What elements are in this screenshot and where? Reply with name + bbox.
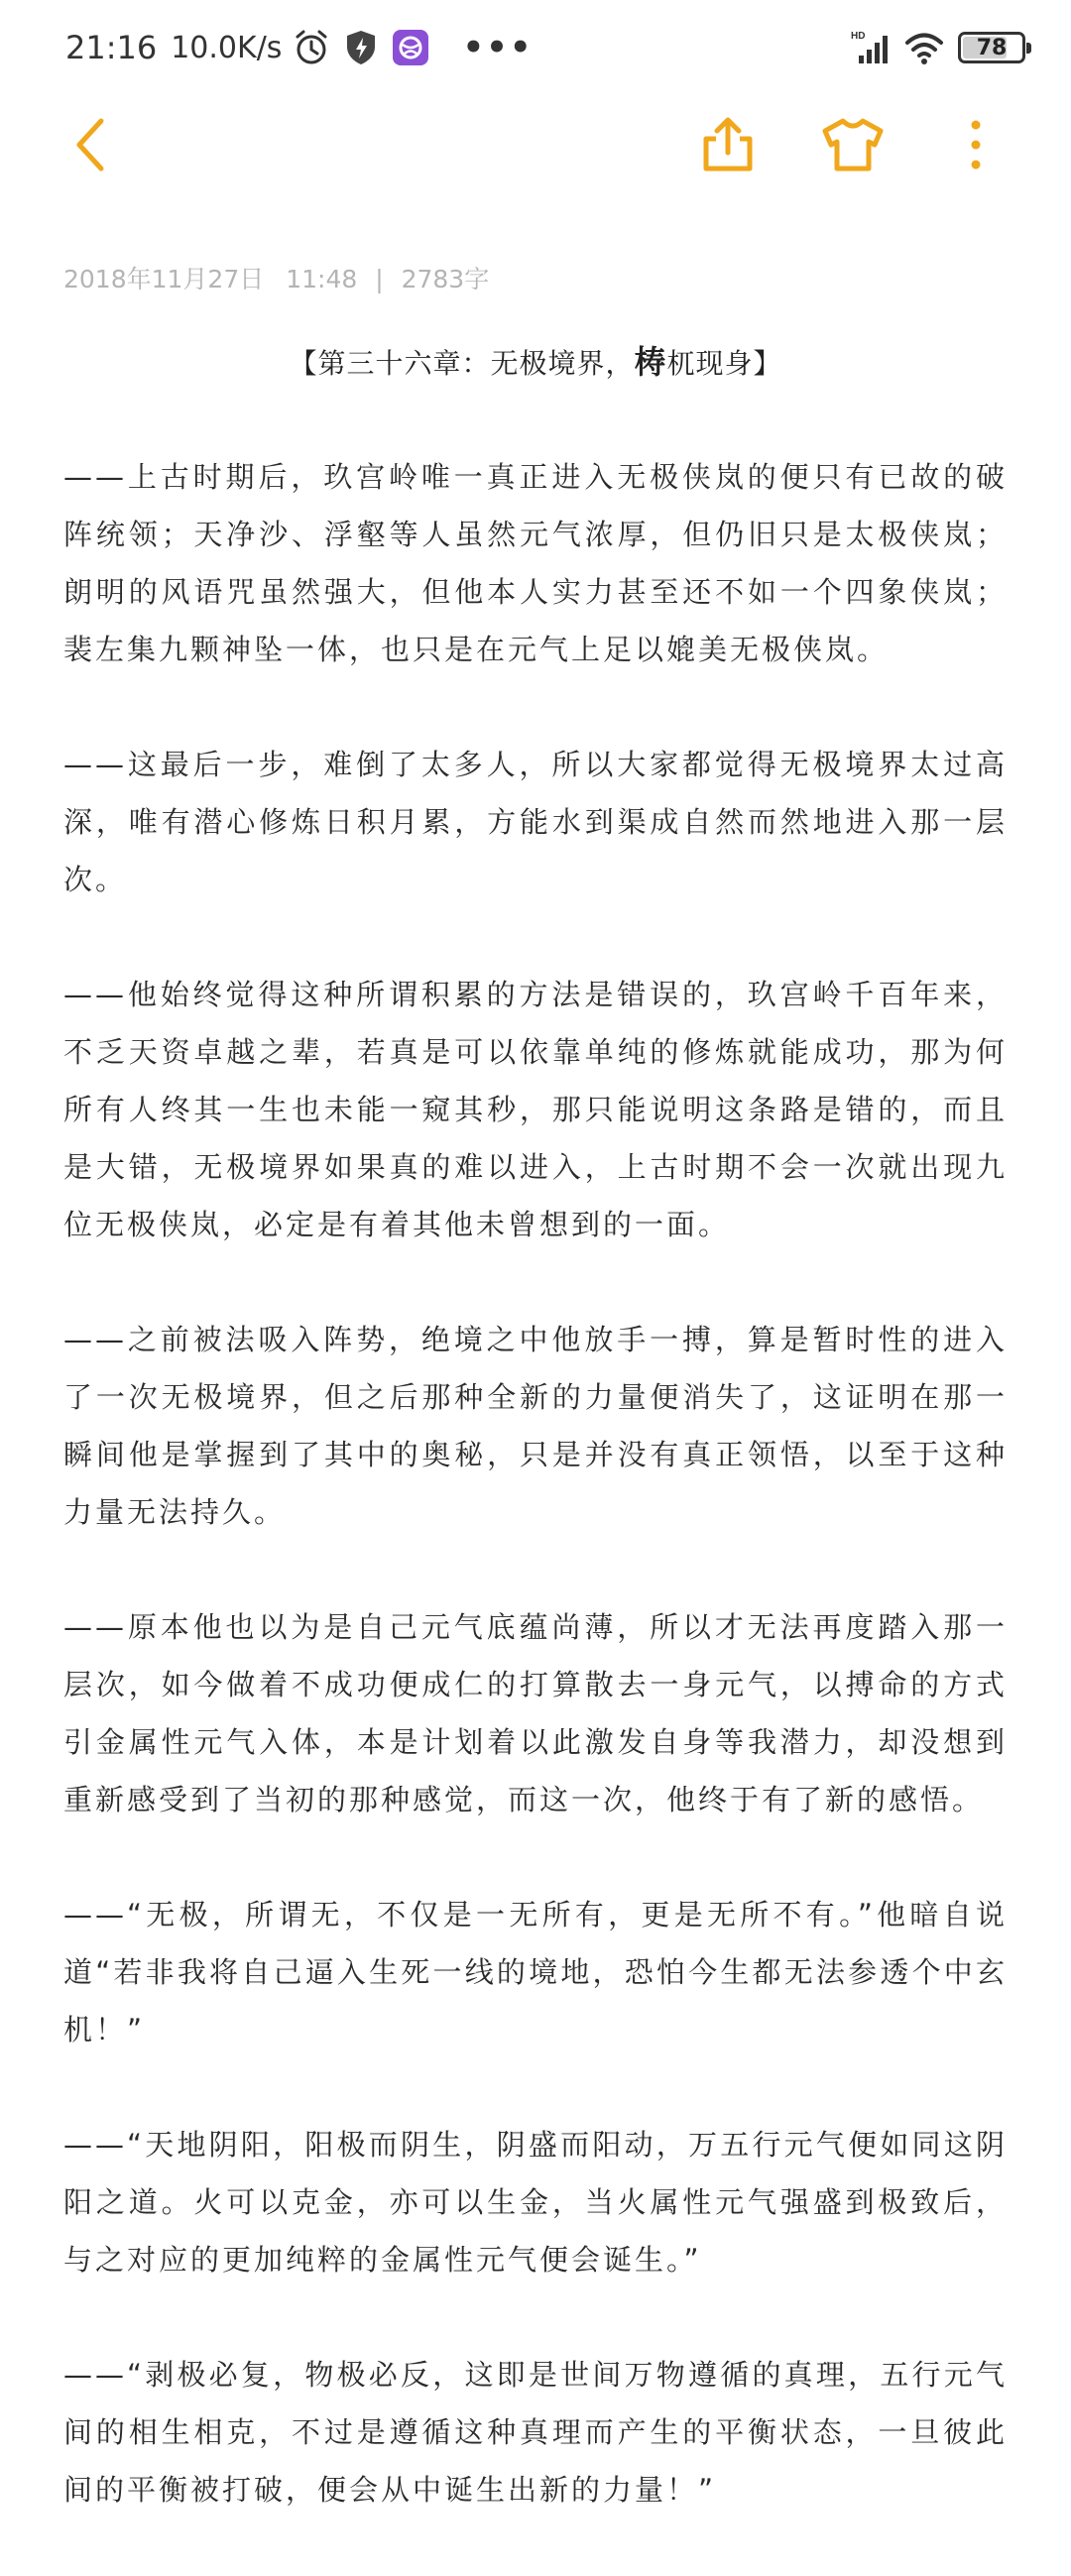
title-suffix: 杌现身】 — [666, 347, 782, 380]
word-count: 2783字 — [401, 265, 490, 293]
back-button[interactable] — [50, 105, 129, 184]
hd-signal-icon — [851, 28, 891, 67]
paragraph: ——原本他也以为是自己元气底蕴尚薄，所以才无法再度踏入那一层次，如今做着不成功便成仁的打算散去一身元气，以搏命的方式引金属性元气入体，本是计划着以此激发自身等我潜力，却没想到重新感受到了当初的那种感觉，而这一次，他终于有了新的感悟。 — [63, 1610, 1008, 1816]
battery-indicator — [958, 32, 1025, 63]
paragraph: ——“天地阴阳，阳极而阴生，阴盛而阳动，万五行元气便如同这阴阳之道。火可以克金，亦可以生金，当火属性元气强盛到极致后，与之对应的更加纯粹的金属性元气便会诞生。” — [63, 2128, 1008, 2277]
share-button[interactable] — [688, 105, 768, 184]
status-bar — [0, 0, 1071, 95]
svg-text:HD: HD — [851, 31, 866, 42]
shield-icon — [341, 28, 381, 67]
back-icon — [69, 115, 109, 175]
more-options-button[interactable] — [936, 105, 1015, 184]
share-icon — [698, 115, 758, 175]
wifi-icon — [904, 28, 944, 67]
battery-level: 78 — [976, 35, 1008, 60]
app-icon — [391, 28, 430, 67]
note-body[interactable] — [63, 448, 1008, 2576]
note-time: 11:48 — [286, 265, 358, 293]
paragraph: ——这最后一步，难倒了太多人，所以大家都觉得无极境界太过高深，唯有潜心修炼日积月累，方能水到渠成自然而然地进入那一层次。 — [63, 748, 1008, 896]
theme-button[interactable] — [813, 105, 892, 184]
status-left — [65, 22, 534, 73]
status-time: 21:16 — [65, 29, 158, 66]
battery-tip — [1026, 43, 1031, 54]
meta-separator: | — [375, 265, 384, 293]
network-speed: 10.0K/s — [171, 30, 283, 65]
title-bold-char: 梼 — [634, 343, 667, 381]
paragraph: ——“无极，所谓无，不仅是一无所有，更是无所不有。”他暗自说道“若非我将自己逼入生死一线的境地，恐怕今生都无法参透个中玄机！” — [63, 1898, 1008, 2047]
shirt-icon — [820, 115, 886, 175]
title-prefix: 【第三十六章：无极境界， — [289, 347, 635, 380]
status-right — [851, 24, 1025, 71]
more-vert-icon — [966, 115, 986, 175]
paragraph: ——“剥极必复，物极必反，这即是世间万物遵循的真理，五行元气间的相生相克，不过是遵循这种真理而产生的平衡状态，一旦彼此间的平衡被打破，便会从中诞生出新的力量！” — [63, 2358, 1008, 2507]
alarm-icon — [292, 28, 331, 67]
paragraph: ——上古时期后，玖宫岭唯一真正进入无极侠岚的便只有已故的破阵统领；天净沙、浮壑等人虽然元气浓厚，但仍旧只是太极侠岚；朗明的风语咒虽然强大，但他本人实力甚至还不如一个四象侠岚；裴左集九颗神坠一体，也只是在元气上足以媲美无极侠岚。 — [63, 460, 1008, 666]
chapter-title — [0, 337, 1071, 383]
notification-more: ••• — [462, 28, 534, 67]
paragraph: ——之前被法吸入阵势，绝境之中他放手一搏，算是暂时性的进入了一次无极境界，但之后那种全新的力量便消失了，这证明在那一瞬间他是掌握到了其中的奥秘，只是并没有真正领悟，以至于这种力量无法持久。 — [63, 1323, 1008, 1529]
note-date: 2018年11月27日 — [63, 265, 265, 293]
note-toolbar — [0, 95, 1071, 194]
note-meta — [63, 260, 489, 295]
paragraph: ——他始终觉得这种所谓积累的方法是错误的，玖宫岭千百年来，不乏天资卓越之辈，若真是可以依靠单纯的修炼就能成功，那为何所有人终其一生也未能一窥其秒，那只能说明这条路是错的，而且是大错，无极境界如果真的难以进入，上古时期不会一次就出现九位无极侠岚，必定是有着其他未曾想到的一面。 — [63, 978, 1008, 1241]
